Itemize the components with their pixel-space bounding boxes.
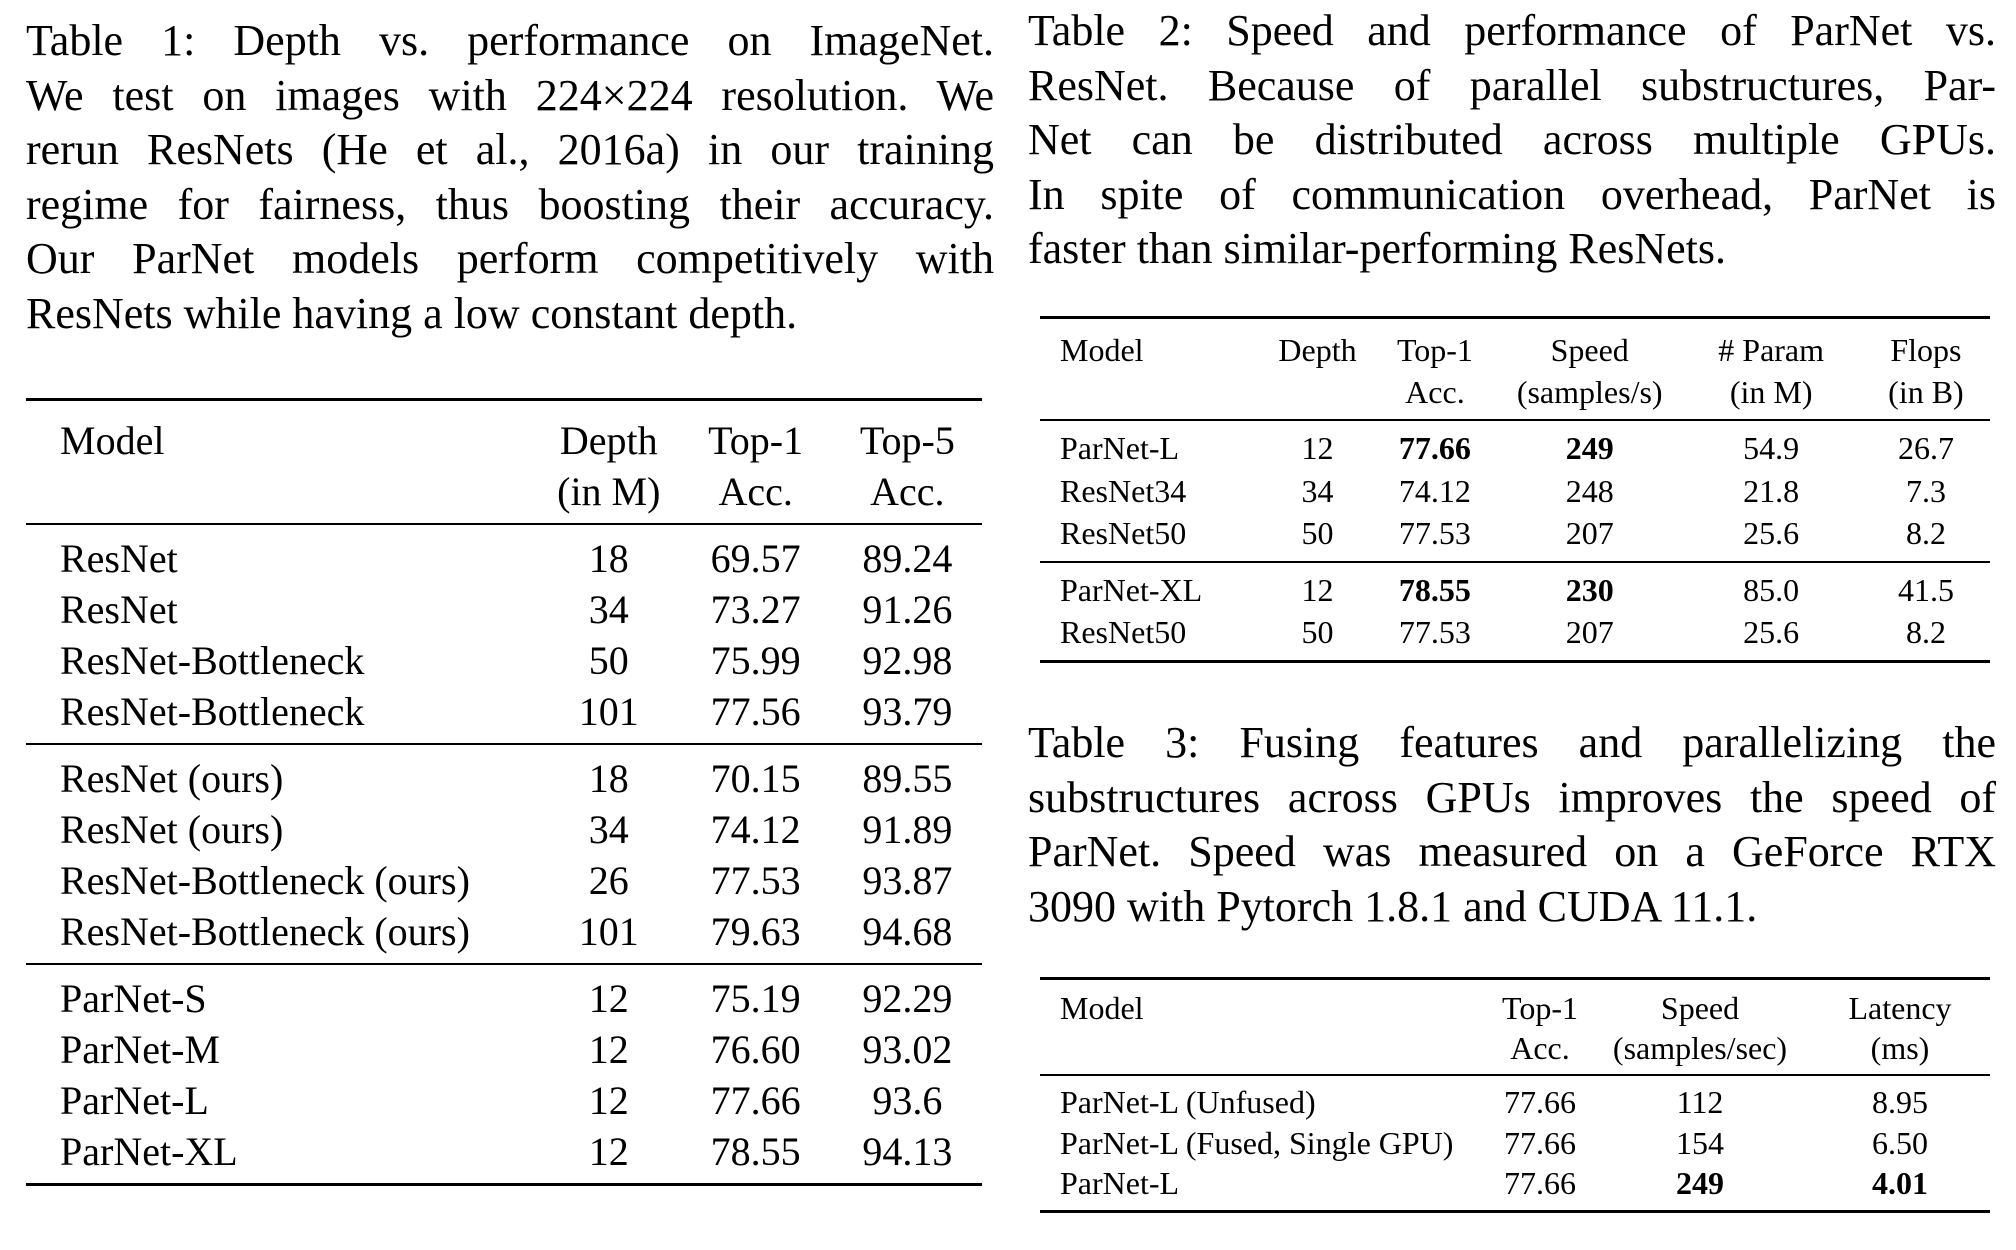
table-row: ResNet-Bottleneck (ours) 26 77.53 93.87 (60, 858, 953, 903)
table-row: ResNet34 34 74.12 248 21.8 7.3 (1060, 472, 1946, 509)
table1-header-depth-unit: (in M) (557, 469, 661, 514)
table1-header-top1: Top-1 (708, 418, 804, 463)
table-row: ParNet-S 12 75.19 92.29 (60, 976, 953, 1021)
table-row: ParNet-XL 12 78.55 230 85.0 41.5 (1060, 571, 1954, 608)
table2-header-speed: Speed (1550, 332, 1629, 368)
table-row: ParNet-L (Unfused) 77.66 112 8.95 (1060, 1084, 1928, 1120)
table2-header (1040, 318, 1990, 421)
table-row: ResNet-Bottleneck 50 75.99 92.98 (60, 638, 953, 683)
table2-header-top1: Top-1 (1396, 332, 1473, 368)
table3-body (1040, 1075, 1990, 1211)
table3-header-model: Model (1060, 990, 1144, 1026)
table2-header-flops-unit: (in B) (1888, 374, 1964, 410)
table2-group-xl (1040, 562, 1990, 662)
table2-group-l (1040, 420, 1990, 562)
table1-header-model: Model (60, 418, 165, 463)
table2-header-speed-unit: (samples/s) (1516, 374, 1663, 410)
table2-header-depth: Depth (1278, 332, 1357, 368)
table-row: ResNet-Bottleneck 101 77.56 93.79 (60, 689, 953, 734)
table3-header-speed-unit: (samples/sec) (1612, 1030, 1788, 1066)
table1-header (26, 400, 982, 525)
table1-header-depth: Depth (559, 418, 658, 463)
table-row: ParNet-L 12 77.66 249 54.9 26.7 (1060, 430, 1954, 466)
table-row: ResNet 18 69.57 89.24 (60, 536, 953, 581)
table2 (1040, 316, 1990, 663)
tables-2-3-section (1028, 0, 1996, 1201)
table2-header-top1-unit: Acc. (1405, 374, 1465, 410)
table-row: ResNet50 50 77.53 207 25.6 8.2 (1060, 515, 1946, 551)
table3-header-top1: Top-1 (1502, 990, 1578, 1026)
table2-header-flops: Flops (1890, 332, 1962, 368)
table3-header (1040, 979, 1990, 1076)
table-row: ParNet-L 12 77.66 93.6 (60, 1078, 943, 1123)
table-row: ParNet-XL 12 78.55 94.13 (60, 1129, 953, 1174)
table-row: ResNet (ours) 18 70.15 89.55 (60, 756, 953, 801)
table1 (26, 398, 982, 1186)
table3-header-latency: Latency (1848, 990, 1952, 1026)
table2-header-params-unit: (in M) (1729, 374, 1813, 410)
table2-header-model: Model (1060, 332, 1144, 368)
table-row: ResNet-Bottleneck (ours) 101 79.63 94.68 (60, 909, 953, 954)
table1-caption: Table 1: Depth vs. performance on ImageNet. We test on images with 224×224 resolution. We rerun ResNets (He et al., 2016a) in our training regime for fairness, thus boosting their accuracy. Our ParNet models perform competitively with ResNets while having a low constant depth. (26, 16, 994, 338)
table1-header-top5-unit: Acc. (870, 469, 945, 514)
table3-header-speed: Speed (1660, 990, 1740, 1026)
table3 (1040, 977, 1990, 1213)
table1-header-top5: Top-5 (859, 418, 955, 463)
table1-group-resnet-ours (26, 744, 982, 964)
table-row: ResNet (ours) 34 74.12 91.89 (60, 807, 953, 852)
table-row: ParNet-L (Fused, Single GPU) 77.66 154 6.50 (1060, 1124, 1928, 1161)
table2-caption: Table 2: Speed and performance of ParNet vs. ResNet. Because of parallel substructures, Par- Net can be distributed across multiple GPUs. In spite of communication overhead, ParNet is faster than similar-performing ResNets. (1028, 6, 1996, 273)
table-row: ResNet50 50 77.53 207 25.6 8.2 (1060, 614, 1946, 650)
table1-header-top1-unit: Acc. (718, 469, 793, 514)
table1-group-resnet (26, 524, 982, 744)
table-row: ResNet 34 73.27 91.26 (60, 587, 953, 632)
table3-caption: Table 3: Fusing features and parallelizing the substructures across GPUs improves the speed of ParNet. Speed was measured on a GeForce RTX 3090 with Pytorch 1.8.1 and CUDA 11.1. (1028, 718, 1996, 931)
table-row: ParNet-L 77.66 249 4.01 (1060, 1165, 1928, 1201)
table3-header-top1-unit: Acc. (1510, 1030, 1570, 1066)
table2-header-params: # Param (1718, 332, 1825, 368)
table3-header-latency-unit: (ms) (1870, 1030, 1930, 1066)
table-row: ParNet-M 12 76.60 93.02 (60, 1027, 953, 1072)
table1-group-parnet (26, 964, 982, 1185)
table1-section (26, 0, 994, 1174)
